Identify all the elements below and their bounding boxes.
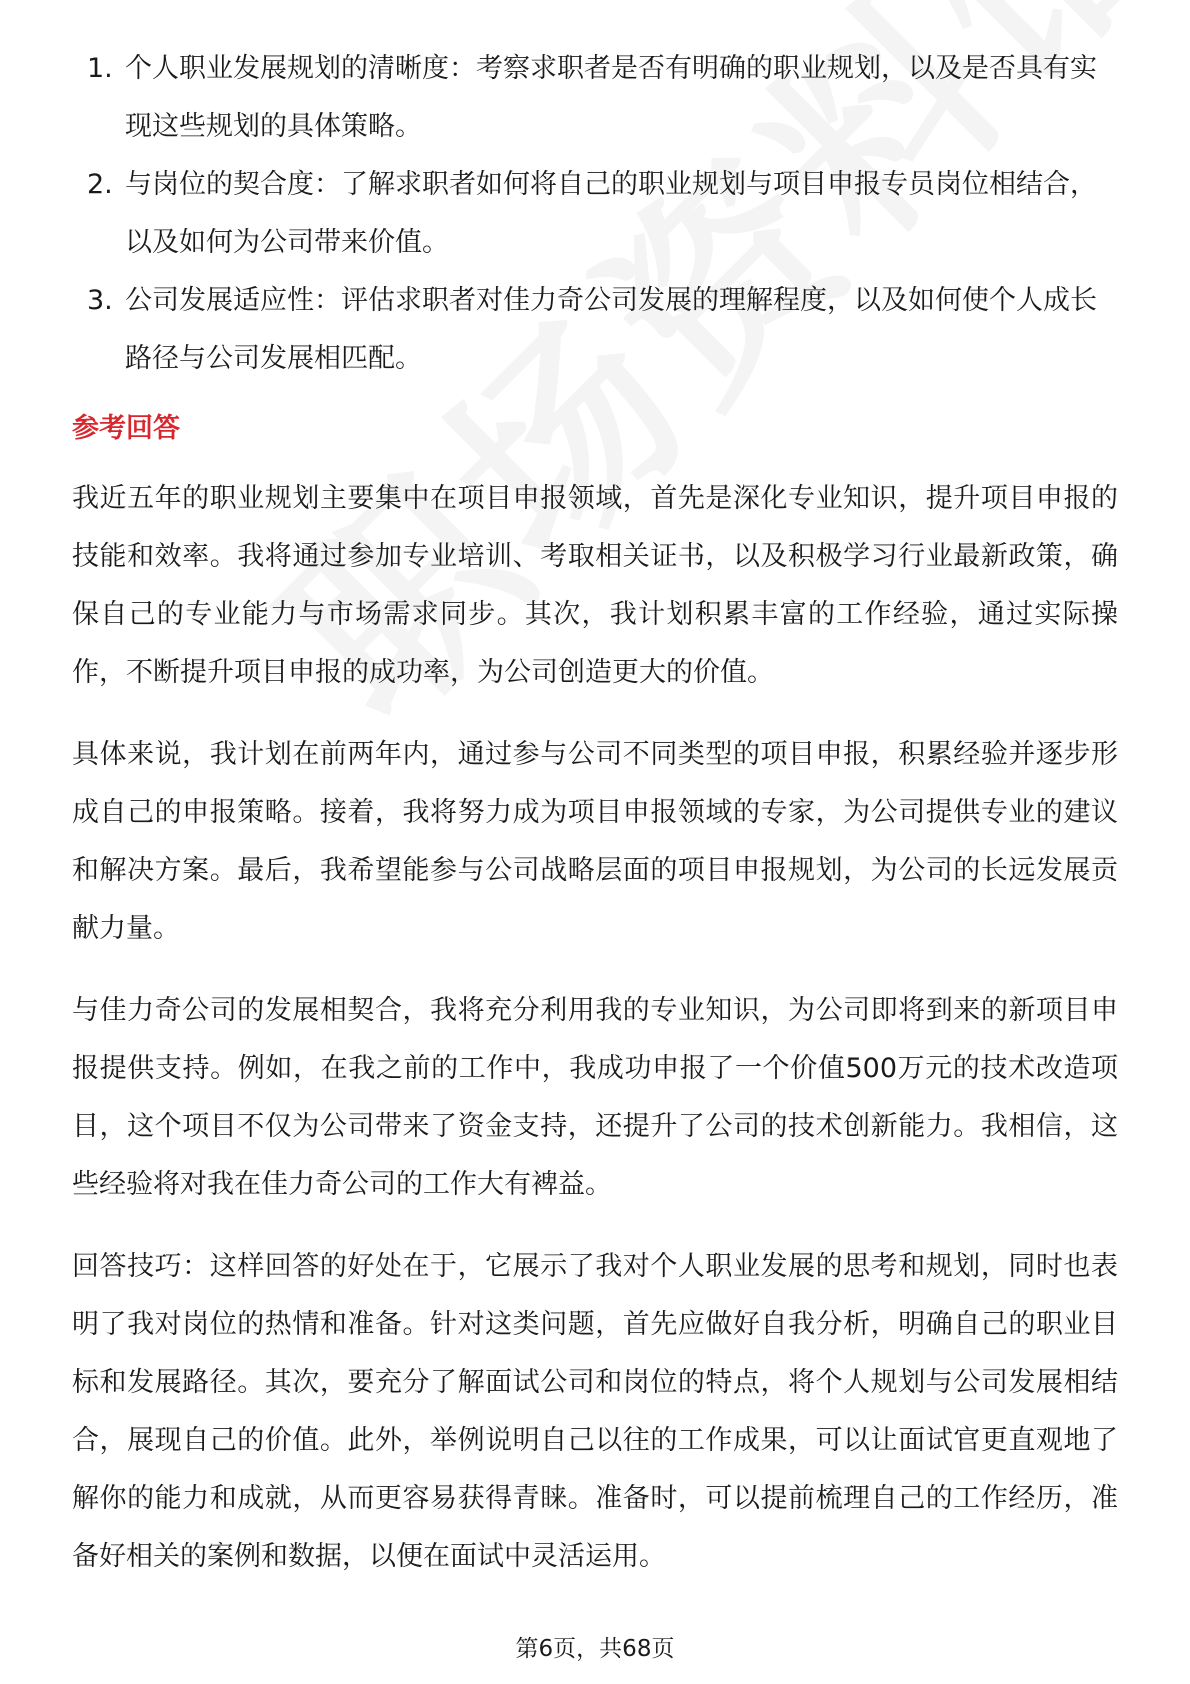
answer-paragraph: 与佳力奇公司的发展相契合，我将充分利用我的专业知识，为公司即将到来的新项目申报提供支持。例如，在我之前的工作中，我成功申报了一个价值500万元的技术改造项目，这个项目不仅为公司带来了资金支持，还提升了公司的技术创新能力。我相信，这些经验将对我在佳力奇公司的工作大有裨益。 xyxy=(72,995,1118,1200)
list-item-number: 1. xyxy=(87,53,113,84)
answer-paragraph: 具体来说，我计划在前两年内，通过参与公司不同类型的项目申报，积累经验并逐步形成自己的申报策略。接着，我将努力成为项目申报领域的专家，为公司提供专业的建议和解决方案。最后，我希望能参与公司战略层面的项目申报规划，为公司的长远发展贡献力量。 xyxy=(72,739,1118,944)
list-item xyxy=(72,156,1118,272)
evaluation-criteria-list xyxy=(72,40,1118,388)
list-item-text: 公司发展适应性：评估求职者对佳力奇公司发展的理解程度，以及如何使个人成长路径与公司发展相匹配。 xyxy=(125,285,1097,374)
list-item-number: 3. xyxy=(87,285,113,316)
list-item xyxy=(72,40,1118,156)
list-item-number: 2. xyxy=(87,169,113,200)
reference-answer-heading: 参考回答 xyxy=(72,413,180,444)
page-number-footer: 第6页，共68页 xyxy=(515,1636,675,1662)
answer-paragraph: 我近五年的职业规划主要集中在项目申报领域，首先是深化专业知识，提升项目申报的技能和效率。我将通过参加专业培训、考取相关证书，以及积极学习行业最新政策，确保自己的专业能力与市场需求同步。其次，我计划积累丰富的工作经验，通过实际操作，不断提升项目申报的成功率，为公司创造更大的价值。 xyxy=(72,483,1118,688)
list-item-text: 与岗位的契合度：了解求职者如何将自己的职业规划与项目申报专员岗位相结合，以及如何为公司带来价值。 xyxy=(125,169,1097,258)
answer-tips-paragraph: 回答技巧：这样回答的好处在于，它展示了我对个人职业发展的思考和规划，同时也表明了我对岗位的热情和准备。针对这类问题，首先应做好自我分析，明确自己的职业目标和发展路径。其次，要充分了解面试公司和岗位的特点，将个人规划与公司发展相结合，展现自己的价值。此外，举例说明自己以往的工作成果，可以让面试官更直观地了解你的能力和成就，从而更容易获得青睐。准备时，可以提前梳理自己的工作经历，准备好相关的案例和数据，以便在面试中灵活运用。 xyxy=(72,1251,1118,1572)
list-item-text: 个人职业发展规划的清晰度：考察求职者是否有明确的职业规划，以及是否具有实现这些规划的具体策略。 xyxy=(125,53,1097,142)
list-item xyxy=(72,272,1118,388)
document-page xyxy=(72,40,1118,1610)
